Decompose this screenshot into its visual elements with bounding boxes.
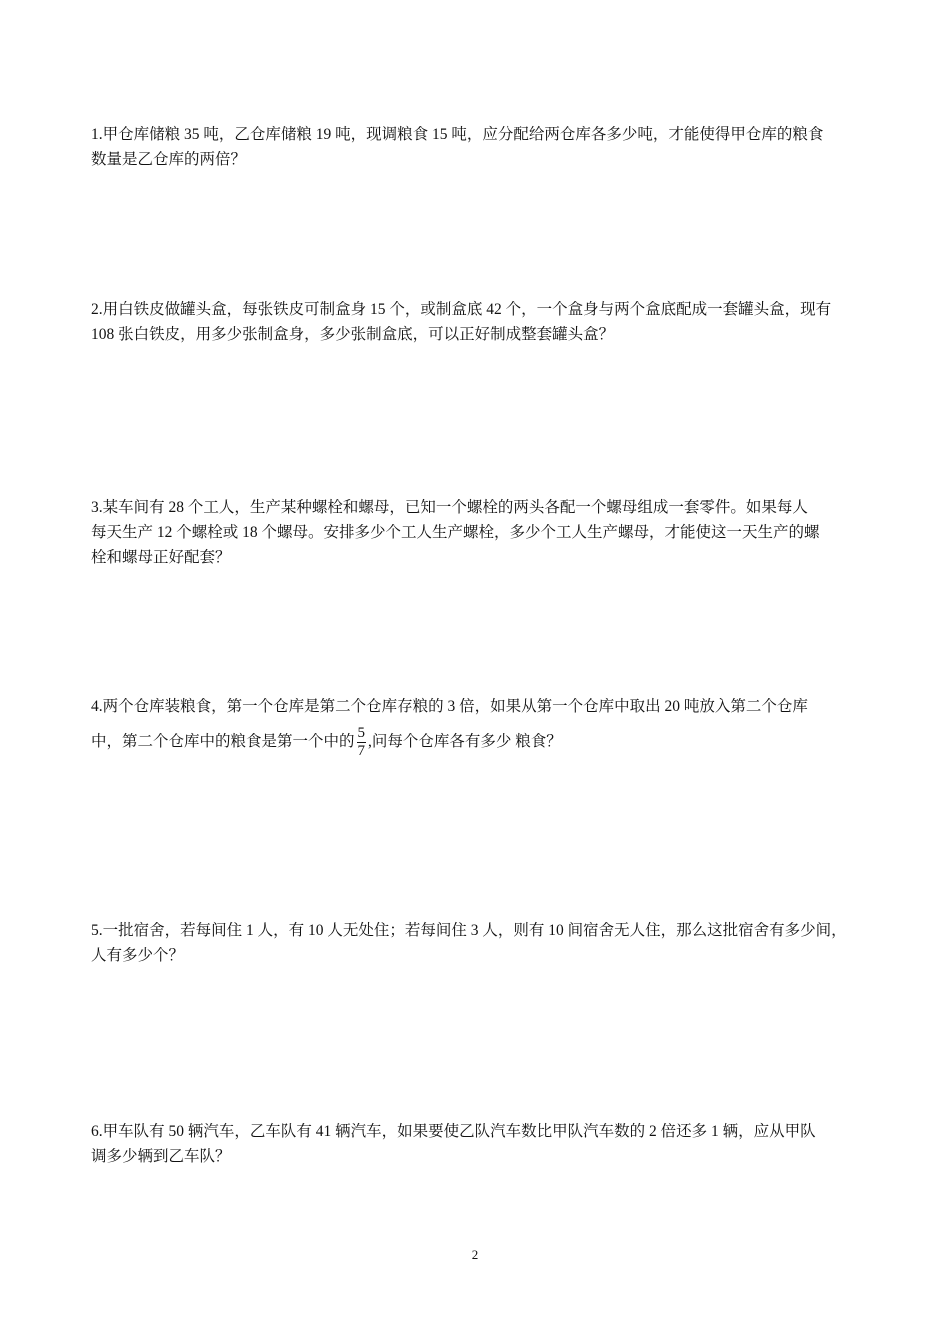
problem-5 [91,918,861,968]
problem-4-line-2-start: 中，第二个仓库中的粮食是第一个中的 [91,733,355,751]
fraction-numerator: 5 [357,725,366,741]
problem-1-line-1: 1.甲仓库储粮 35 吨，乙仓库储粮 19 吨，现调粮食 15 吨，应分配给两仓库各多少吨，才能使得甲仓库的粮食 [91,126,824,143]
problem-4-line-2 [91,725,861,760]
problem-6-line-2: 调多少辆到乙车队？ [91,1148,231,1165]
problem-3-line-1: 3.某车间有 28 个工人，生产某种螺栓和螺母，已知一个螺栓的两头各配一个螺母组成一套零件。如果每人 [91,499,808,516]
problem-4 [91,694,861,760]
problem-2-line-2: 108 张白铁皮，用多少张制盒身，多少张制盒底，可以正好制成整套罐头盒？ [91,326,615,343]
problem-2-line-1: 2.用白铁皮做罐头盒，每张铁皮可制盒身 15 个，或制盒底 42 个，一个盒身与两个盒底配成一套罐头盒，现有 [91,301,832,318]
problem-5-line-1: 5.一批宿舍，若每间住 1 人，有 10 人无处住；若每间住 3 人，则有 10 间宿舍无人住，那么这批宿舍有多少间， [91,922,847,939]
problem-1 [91,122,861,172]
problem-3 [91,495,861,570]
problem-6-line-1: 6.甲车队有 50 辆汽车，乙车队有 41 辆汽车，如果要使乙队汽车数比甲队汽车数的 2 倍还多 1 辆，应从甲队 [91,1123,816,1140]
problem-4-line-1: 4.两个仓库装粮食，第一个仓库是第二个仓库存粮的 3 倍，如果从第一个仓库中取出 20 吨放入第二个仓库 [91,698,808,715]
problem-1-line-2: 数量是乙仓库的两倍？ [91,151,247,168]
problem-3-line-2: 每天生产 12 个螺栓或 18 个螺母。安排多少个工人生产螺栓，多少个工人生产螺母，才能使这一天生产的螺 [91,524,820,541]
page-number: 2 [471,1247,479,1262]
fraction [357,725,367,760]
problem-3-line-3: 栓和螺母正好配套？ [91,549,231,566]
problem-5-line-2: 人有多少个？ [91,947,185,964]
problem-6 [91,1119,861,1169]
problem-4-line-2-end: ,问每个仓库各有多少 粮食？ [368,733,562,751]
problem-2 [91,297,861,347]
fraction-denominator: 7 [357,743,366,759]
